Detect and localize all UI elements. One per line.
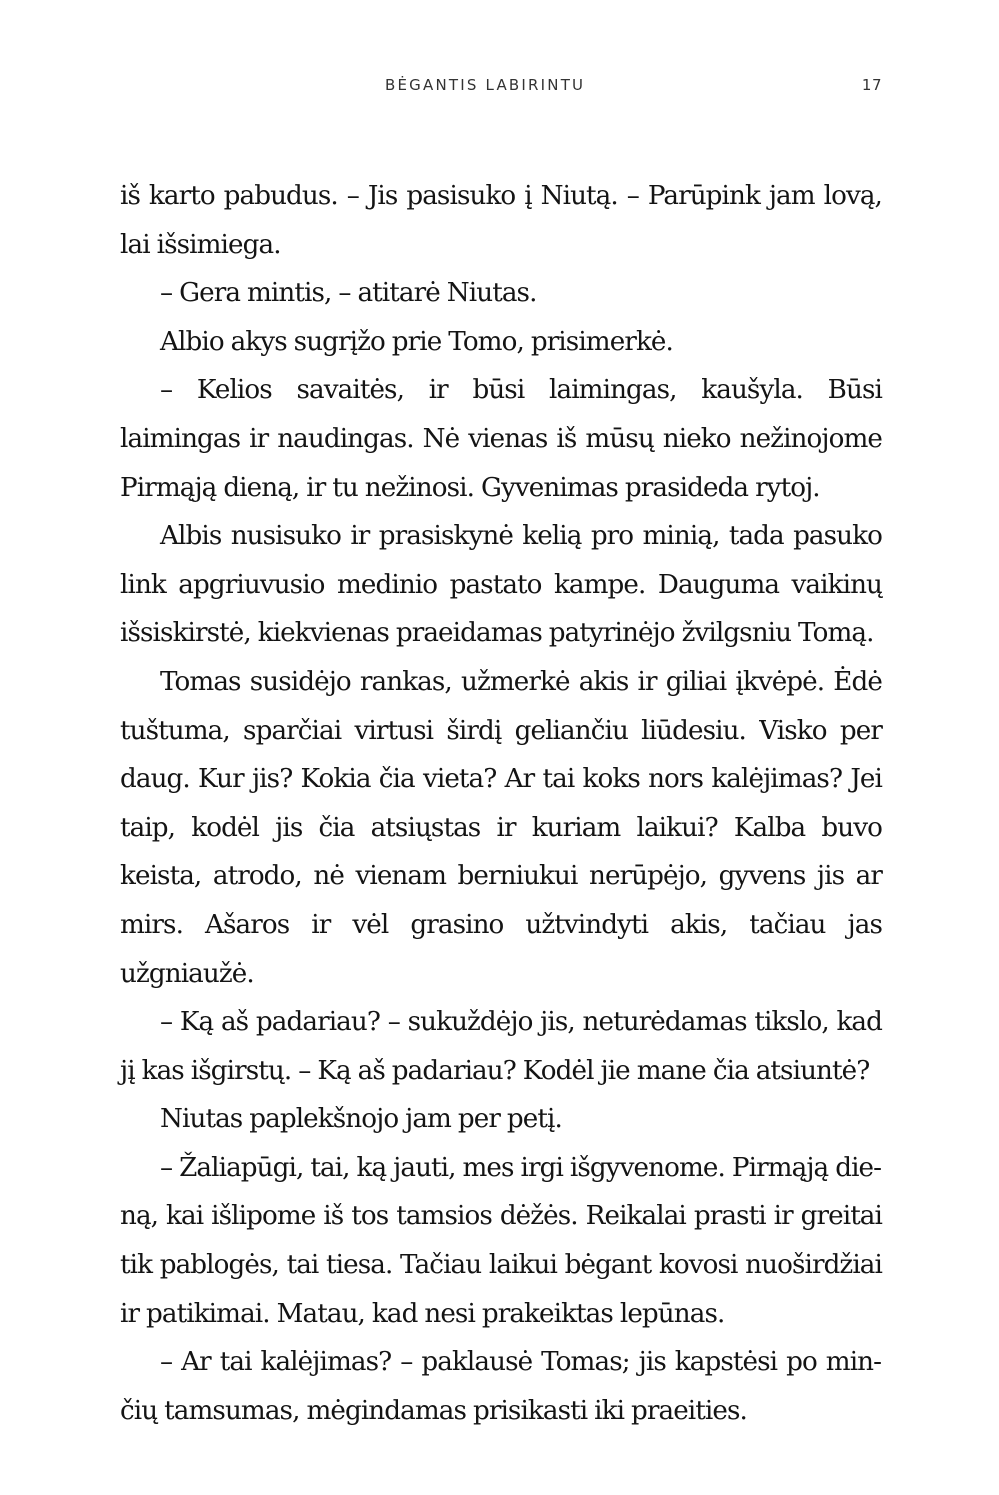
paragraph: – Žaliapūgi, tai, ką jauti, mes irgi išgyvenome. Pirmąją dieną, kai išlipome iš tos tamsios dėžės. Reikalai prasti ir greitai tik pablogės, tai tiesa. Tačiau laikui bėgant kovosi nuoširdžiai ir patikimai. Matau, kad nesi prakeiktas lepūnas. [120,1152,882,1329]
paragraph: – Ką aš padariau? – sukuždėjo jis, neturėdamas tikslo, kad jį kas išgirstų. – Ką aš padariau? Kodėl jie mane čia atsiuntė? [120,1007,882,1086]
paragraph: – Ar tai kalėjimas? – paklausė Tomas; jis kapstėsi po minčių tamsumas, mėgindamas prisikasti iki praeities. [120,1347,882,1426]
paragraph: – Gera mintis, – atitarė Niutas. [160,278,537,309]
paragraph: Niutas paplekšnojo jam per petį. [160,1104,562,1135]
paragraph: Tomas susidėjo rankas, užmerkė akis ir giliai įkvėpė. Ėdė tuštuma, sparčiai virtusi širdį geliančiu liūdesiu. Visko per daug. Kur jis? Kokia čia vieta? Ar tai koks nors kalėjimas? Jei taip, kodėl jis čia atsiųstas ir kuriam laikui? Kalba buvo keista, atrodo, nė vienam berniukui nerūpėjo, gyvens jis ar mirs. Ašaros ir vėl grasino užtvindyti akis, tačiau jas užgniaužė. [120,666,882,989]
page-number: 17 [861,76,882,94]
body-text [120,172,882,1435]
running-head [120,76,882,100]
paragraph: Albio akys sugrįžo prie Tomo, prisimerkė. [160,326,673,357]
paragraph-continuation: iš karto pabudus. – Jis pasisuko į Niutą. – Parūpink jam lovą, lai išsimiega. [120,181,882,260]
paragraph: Albis nusisuko ir prasiskynė kelią pro minią, tada pasuko link apgriuvusio medinio pastato kampe. Dauguma vaikinų išsiskirstė, kiekvienas praeidamas patyrinėjo žvilgsniu Tomą. [120,521,882,649]
paragraph: – Kelios savaitės, ir būsi laimingas, kaušyla. Būsi laimingas ir naudingas. Nė vienas iš mūsų nieko nežinojome Pirmąją dieną, ir tu nežinosi. Gyvenimas prasideda rytoj. [120,375,882,503]
running-title: BĖGANTIS LABIRINTU [385,76,586,94]
